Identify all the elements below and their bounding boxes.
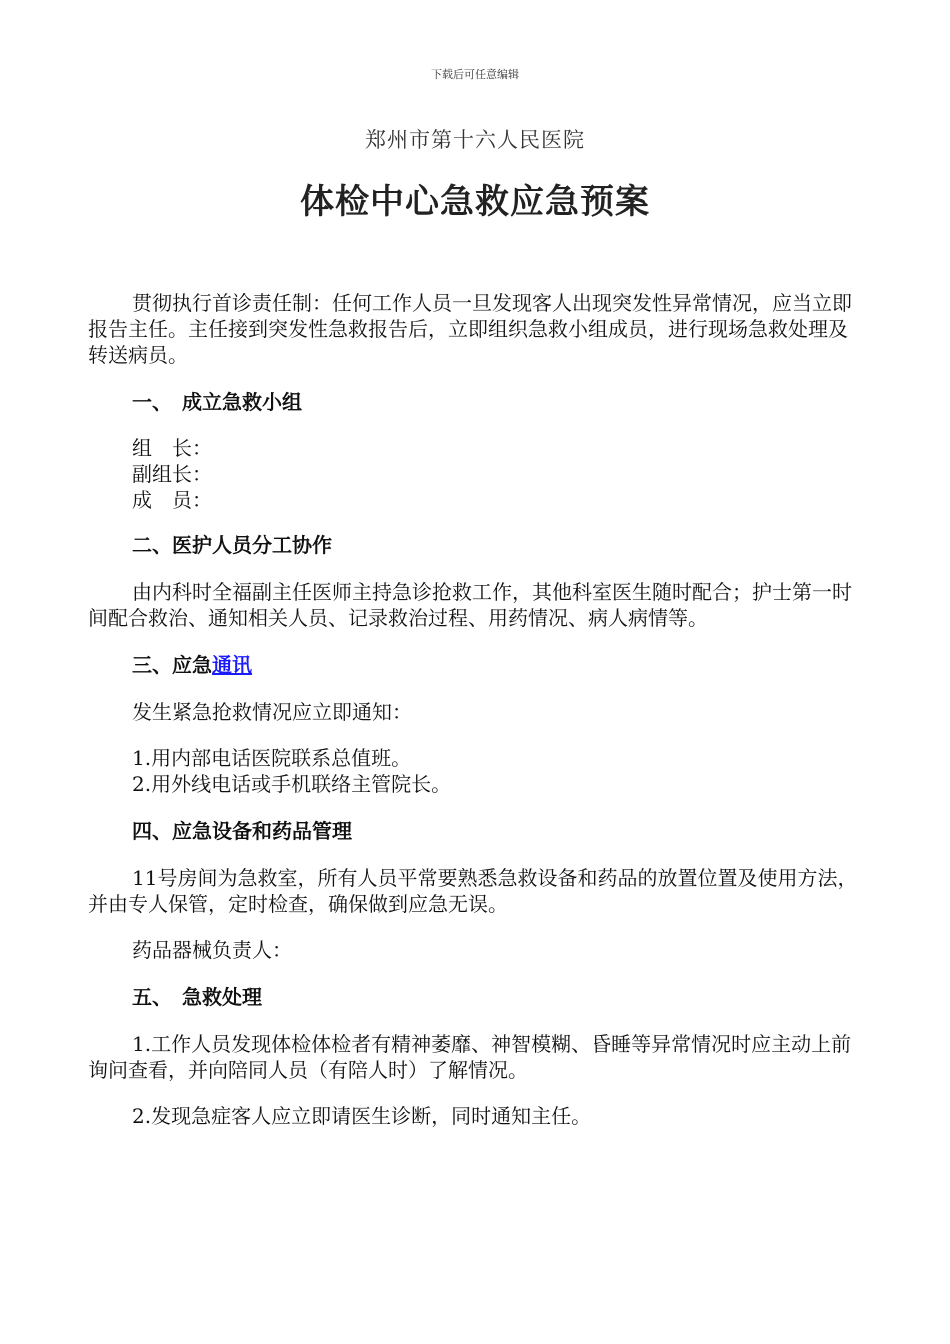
equipment-responsible: 药品器械负责人： <box>132 938 292 962</box>
section1-heading: 一、 成立急救小组 <box>132 390 302 414</box>
header-note: 下载后可任意编辑 <box>431 68 519 81</box>
section3-item-1: 1.用内部电话医院联系总值班。 <box>132 746 412 770</box>
role-members: 成 员： <box>132 488 212 512</box>
section3-heading <box>132 652 252 678</box>
section4-heading: 四、应急设备和药品管理 <box>132 819 352 843</box>
role-deputy-leader: 副组长： <box>132 462 212 486</box>
section4-paragraph: 11号房间为急救室，所有人员平常要熟悉急救设备和药品的放置位置及使用方法，并由专人保管，定时检查，确保做到应急无误。 <box>88 866 858 916</box>
intro-paragraph: 贯彻执行首诊责任制：任何工作人员一旦发现客人出现突发性异常情况，应当立即报告主任。主任接到突发性急救报告后，立即组织急救小组成员，进行现场急救处理及转送病员。 <box>88 291 852 367</box>
section3-item-2: 2.用外线电话或手机联络主管院长。 <box>132 772 452 796</box>
section3-paragraph: 发生紧急抢救情况应立即通知： <box>132 700 412 724</box>
section5-heading: 五、 急救处理 <box>132 985 262 1009</box>
section2-paragraph: 由内科时全福副主任医师主持急诊抢救工作，其他科室医生随时配合；护士第一时间配合救治、通知相关人员、记录救治过程、用药情况、病人病情等。 <box>88 580 852 630</box>
role-leader: 组 长： <box>132 436 212 460</box>
section3-heading-prefix: 三、应急 <box>132 653 212 677</box>
section5-item-2: 2.发现急症客人应立即请医生诊断，同时通知主任。 <box>132 1104 592 1128</box>
communication-link[interactable]: 通讯 <box>212 653 252 677</box>
document-title: 体检中心急救应急预案 <box>300 182 650 222</box>
section5-item-1: 1.工作人员发现体检体检者有精神萎靡、神智模糊、昏睡等异常情况时应主动上前询问查看，并向陪同人员（有陪人时）了解情况。 <box>88 1032 852 1082</box>
section2-heading: 二、医护人员分工协作 <box>132 533 332 557</box>
hospital-name: 郑州市第十六人民医院 <box>365 128 585 152</box>
